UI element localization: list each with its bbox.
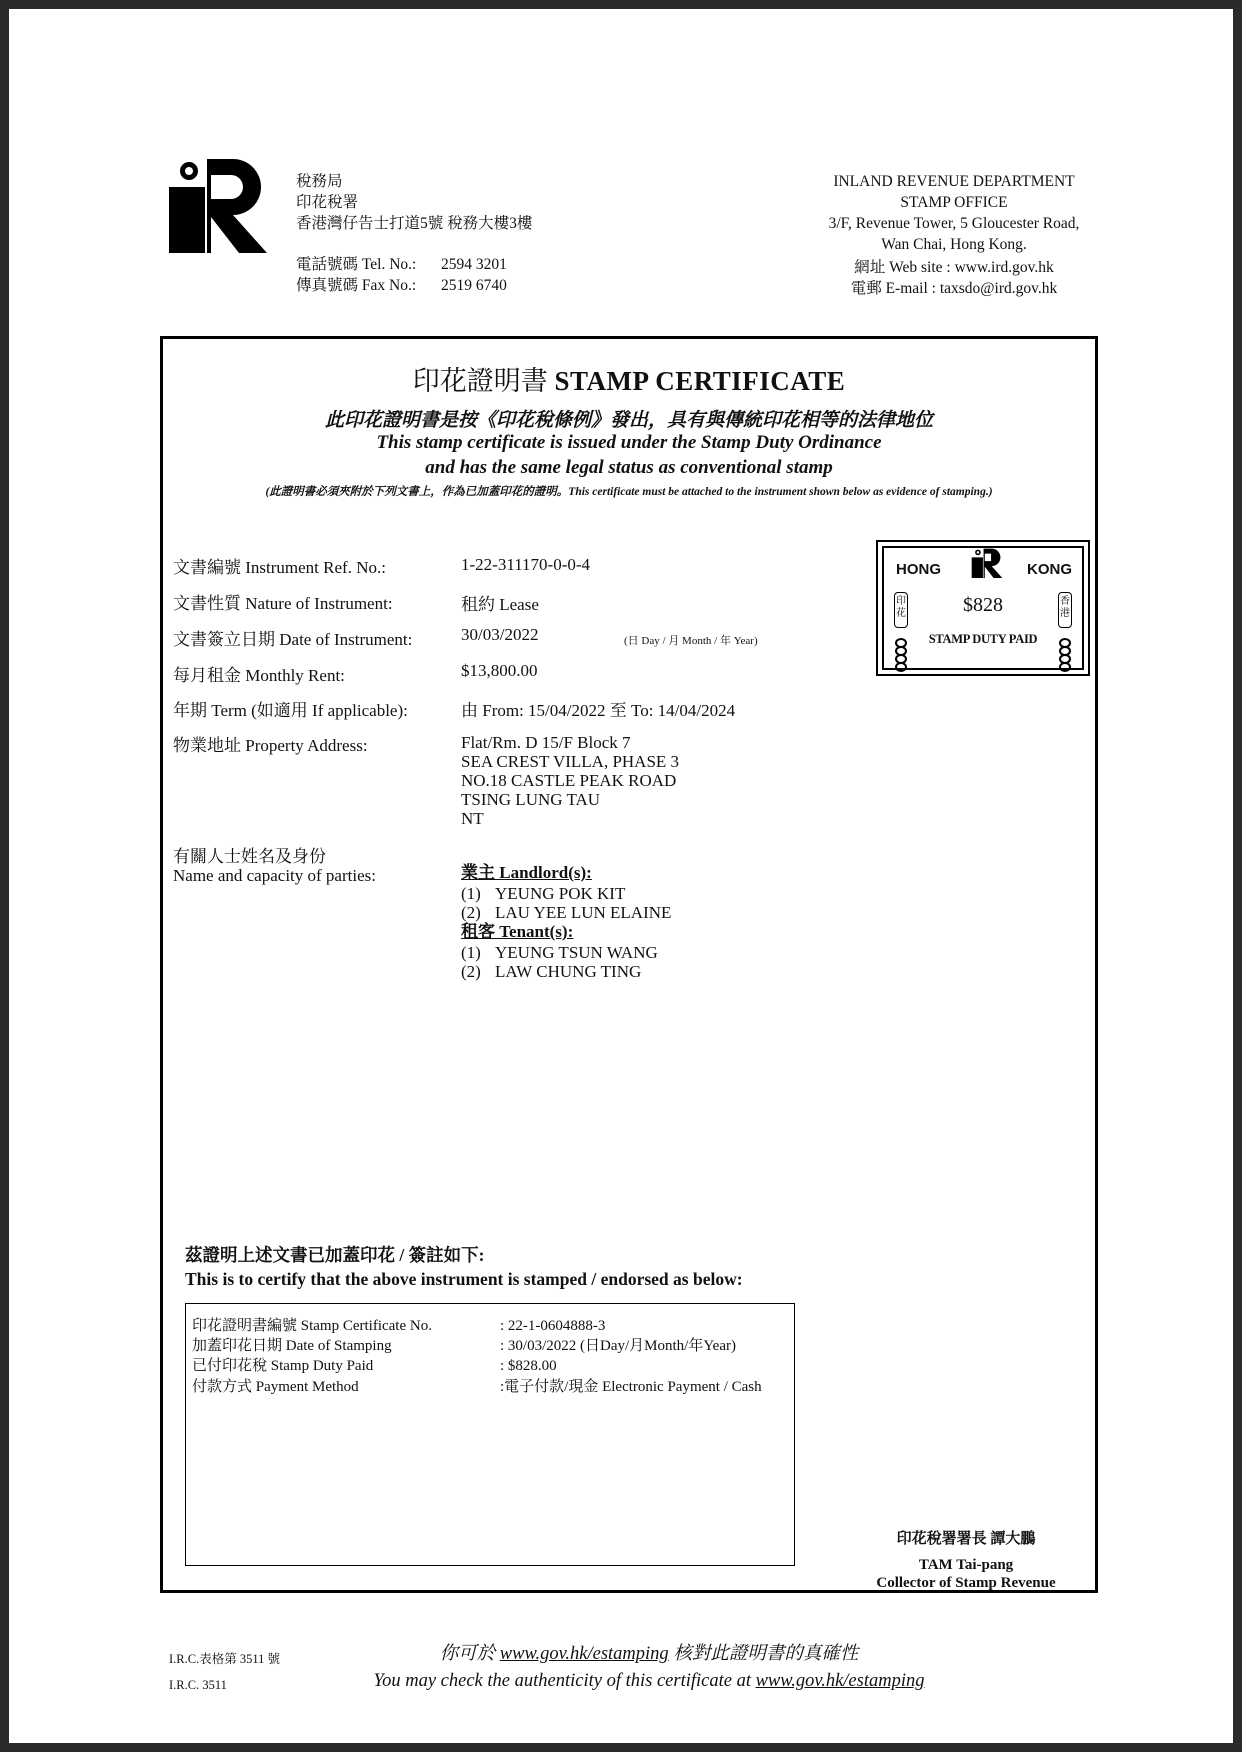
tel-value: 2594 3201 bbox=[441, 256, 507, 273]
nature-value: 租約 Lease bbox=[461, 595, 539, 614]
ref-label: 文書編號 Instrument Ref. No.: bbox=[173, 558, 386, 577]
ird-logo-icon bbox=[167, 157, 269, 253]
address-line: Flat/Rm. D 15/F Block 7 bbox=[461, 733, 631, 752]
stamp-right-tab: 香港 bbox=[1058, 592, 1072, 628]
rent-label: 每月租金 Monthly Rent: bbox=[173, 666, 345, 685]
header-left-address bbox=[296, 171, 532, 296]
certify-en: This is to certify that the above instrument is stamped / endorsed as below: bbox=[185, 1269, 743, 1289]
address-line: TSING LUNG TAU bbox=[461, 790, 601, 809]
address-line: NT bbox=[461, 809, 484, 828]
table-row: 加蓋印花日期 Date of Stamping : 30/03/2022 (日Day/月Month/年Year) bbox=[192, 1338, 736, 1354]
stamp-left-tab: 印花 bbox=[894, 592, 908, 628]
certificate-page bbox=[9, 9, 1233, 1743]
attachment-note: (此證明書必須夾附於下列文書上，作為已加蓋印花的證明。This certificate must be attached to the instrument shown below as evidence of stamping.) bbox=[265, 486, 993, 498]
form-number-cn: I.R.C.表格第 3511 號 bbox=[169, 1652, 280, 1666]
fax-label: 傳真號碼 Fax No.: bbox=[296, 277, 417, 294]
subtitle-cn: 此印花證明書是按《印花稅條例》發出，具有與傳統印花相等的法律地位 bbox=[324, 410, 933, 431]
stamp-amount: $828 bbox=[963, 594, 1003, 616]
address-line: SEA CREST VILLA, PHASE 3 bbox=[461, 752, 680, 771]
stamp-paid-label: STAMP DUTY PAID bbox=[928, 632, 1038, 646]
ref-value: 1-22-311170-0-0-4 bbox=[461, 555, 591, 574]
header-line: 稅務局 bbox=[296, 173, 343, 190]
subtitle-en-line: and has the same legal status as conventional stamp bbox=[425, 457, 833, 478]
fax-value: 2519 6740 bbox=[441, 277, 507, 294]
landlord-heading: 業主 Landlord(s): bbox=[461, 863, 592, 882]
parties-label bbox=[173, 847, 376, 885]
tel-label: 電話號碼 Tel. No.: bbox=[296, 256, 417, 273]
parties-list bbox=[461, 863, 671, 981]
authenticity-note bbox=[329, 1641, 969, 1695]
table-row: 付款方式 Payment Method :電子付款/現金 Electronic Payment / Cash bbox=[192, 1379, 762, 1395]
certify-statement bbox=[185, 1243, 743, 1291]
email-link[interactable]: 電郵 E-mail : taxsdo@ird.gov.hk bbox=[850, 280, 1058, 297]
date-value: 30/03/2022 bbox=[461, 625, 539, 644]
estamping-link[interactable]: www.gov.hk/estamping bbox=[755, 1671, 925, 1691]
header-line: Wan Chai, Hong Kong. bbox=[881, 236, 1027, 253]
subtitle-en bbox=[163, 430, 1095, 480]
stamp-hong: HONG bbox=[896, 561, 941, 578]
title-cn: 印花證明書 bbox=[412, 366, 548, 396]
header-right-address bbox=[799, 171, 1109, 299]
check-cn-post: 核對此證明書的真確性 bbox=[668, 1644, 859, 1664]
coil-ornament-icon bbox=[895, 638, 907, 672]
stamping-details-box bbox=[185, 1303, 795, 1566]
form-number-en: I.R.C. 3511 bbox=[169, 1678, 227, 1692]
subtitle-en-line: This stamp certificate is issued under the Stamp Duty Ordinance bbox=[376, 432, 882, 453]
table-row: 印花證明書編號 Stamp Certificate No. : 22-1-0604888-3 bbox=[192, 1318, 606, 1334]
estamping-link[interactable]: www.gov.hk/estamping bbox=[499, 1644, 669, 1664]
date-label: 文書簽立日期 Date of Instrument: bbox=[173, 630, 413, 649]
certificate-title bbox=[163, 359, 1095, 398]
coil-ornament-icon bbox=[1059, 638, 1071, 672]
list-item: (2) LAW CHUNG TING bbox=[461, 962, 642, 981]
header-line: 印花稅署 bbox=[296, 194, 359, 211]
property-address bbox=[461, 733, 679, 828]
table-row: 已付印花稅 Stamp Duty Paid : $828.00 bbox=[192, 1358, 557, 1374]
check-en-pre: You may check the authenticity of this certificate at bbox=[373, 1671, 756, 1691]
check-cn-pre: 你可於 bbox=[439, 1644, 500, 1664]
title-en: STAMP CERTIFICATE bbox=[554, 366, 846, 396]
header-line: STAMP OFFICE bbox=[900, 194, 1008, 211]
term-label: 年期 Term (如適用 If applicable): bbox=[173, 701, 408, 720]
date-format: (日 Day / 月 Month / 年 Year) bbox=[624, 635, 758, 647]
signature-title-en: Collector of Stamp Revenue bbox=[876, 1575, 1056, 1591]
list-item: (1) YEUNG POK KIT bbox=[461, 884, 626, 903]
stamp-kong: KONG bbox=[1027, 561, 1072, 578]
tenant-heading: 租客 Tenant(s): bbox=[461, 922, 574, 941]
term-value: 由 From: 15/04/2022 至 To: 14/04/2024 bbox=[461, 701, 736, 720]
list-item: (1) YEUNG TSUN WANG bbox=[461, 943, 658, 962]
parties-label-en: Name and capacity of parties: bbox=[173, 866, 376, 885]
signature-name-en: TAM Tai-pang bbox=[918, 1557, 1014, 1573]
website-link[interactable]: 網址 Web site : www.ird.gov.hk bbox=[854, 259, 1054, 276]
form-number bbox=[169, 1646, 280, 1698]
certificate-frame bbox=[160, 336, 1098, 1593]
rent-value: $13,800.00 bbox=[461, 661, 538, 680]
certify-cn: 茲證明上述文書已加蓋印花 / 簽註如下: bbox=[185, 1245, 485, 1265]
parties-label-cn: 有關人士姓名及身份 bbox=[173, 847, 326, 866]
header-line: 香港灣仔告士打道5號 稅務大樓3樓 bbox=[296, 215, 533, 232]
ird-logo-icon bbox=[970, 548, 1004, 578]
stamp-duty-seal bbox=[876, 540, 1090, 676]
header-line: INLAND REVENUE DEPARTMENT bbox=[833, 173, 1075, 190]
header-line: 3/F, Revenue Tower, 5 Gloucester Road, bbox=[828, 215, 1080, 232]
list-item: (2) LAU YEE LUN ELAINE bbox=[461, 903, 672, 922]
address-label: 物業地址 Property Address: bbox=[173, 736, 368, 755]
signature-title-cn: 印花稅署署長 譚大鵬 bbox=[896, 1531, 1036, 1547]
nature-label: 文書性質 Nature of Instrument: bbox=[173, 594, 393, 613]
address-line: NO.18 CASTLE PEAK ROAD bbox=[461, 771, 677, 790]
